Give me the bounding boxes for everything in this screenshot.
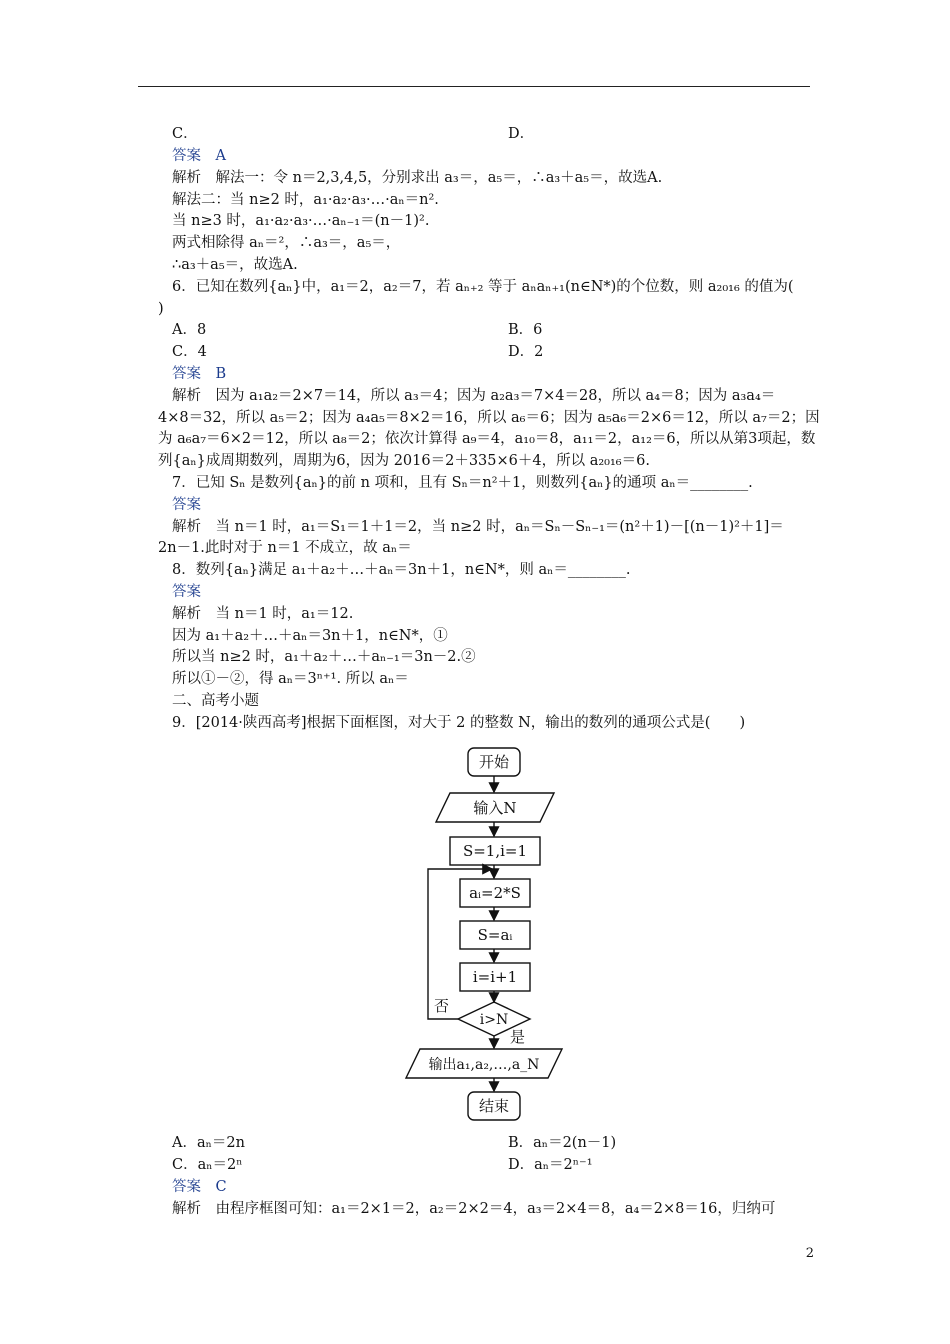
text-line: 解法二：当 n≥2 时，a₁·a₂·a₃·…·aₙ＝n². bbox=[172, 192, 439, 208]
text-line: 为 a₆a₇＝6×2＝12，所以 a₈＝2；依次计算得 a₉＝4，a₁₀＝8，a₁₁＝2，a₁₂＝6，所以从第3项起，数 bbox=[158, 431, 816, 447]
flowchart bbox=[398, 740, 588, 1130]
question-8: 8．数列{aₙ}满足 a₁＋a₂＋…＋aₙ＝3n＋1，n∈N*，则 aₙ＝________. bbox=[172, 562, 631, 578]
option-a: A．aₙ＝2n bbox=[172, 1135, 245, 1151]
text-line: 解析 当 n＝1 时，a₁＝12. bbox=[172, 606, 354, 622]
option-c: C． bbox=[172, 126, 198, 142]
flow-step2-label: S=aᵢ bbox=[477, 926, 513, 944]
flow-start-label: 开始 bbox=[478, 753, 510, 771]
option-d: D．aₙ＝2ⁿ⁻¹ bbox=[508, 1157, 593, 1173]
flow-yes-label: 是 bbox=[510, 1028, 526, 1046]
answer-label: 答案 C bbox=[172, 1179, 227, 1195]
flow-condition-label: i>N bbox=[479, 1012, 509, 1028]
option-d: D．2 bbox=[508, 344, 544, 360]
option-b: B．6 bbox=[508, 322, 543, 338]
option-a: A．8 bbox=[172, 322, 207, 338]
text-line: 解析 由程序框图可知：a₁＝2×1＝2，a₂＝2×2＝4，a₃＝2×4＝8，a₄＝2×8＝16，归纳可 bbox=[172, 1201, 776, 1217]
text-line: 2n－1.此时对于 n＝1 不成立，故 aₙ＝ bbox=[158, 540, 412, 556]
question-9: 9．[2014·陕西高考]根据下面框图，对大于 2 的整数 N，输出的数列的通项公式是( ) bbox=[172, 715, 746, 731]
answer-label: 答案 bbox=[172, 584, 201, 600]
flow-output-label: 输出a₁,a₂,…,a_N bbox=[428, 1057, 540, 1073]
text-line: 因为 a₁＋a₂＋…＋aₙ＝3n＋1，n∈N*，① bbox=[172, 628, 448, 644]
question-7: 7．已知 Sₙ 是数列{aₙ}的前 n 项和，且有 Sₙ＝n²＋1，则数列{aₙ}的通项 aₙ＝________. bbox=[172, 475, 753, 491]
flow-step3-label: i=i+1 bbox=[472, 968, 518, 986]
question-6-cont: ) bbox=[158, 301, 164, 317]
text-line: 所以①－②，得 aₙ＝3ⁿ⁺¹. 所以 aₙ＝ bbox=[172, 671, 409, 687]
section-heading: 二、高考小题 bbox=[172, 693, 259, 709]
flow-init-label: S=1,i=1 bbox=[462, 842, 528, 860]
answer-label: 答案 B bbox=[172, 366, 227, 382]
text-line: 列{aₙ}成周期数列，周期为6，因为 2016＝2＋335×6＋4，所以 a₂₀₁₆＝6. bbox=[158, 453, 650, 469]
text-line: 两式相除得 aₙ＝²，∴a₃＝，a₅＝， bbox=[172, 235, 401, 251]
header-rule bbox=[138, 86, 810, 87]
page-number: 2 bbox=[805, 1246, 814, 1261]
answer-label: 答案 bbox=[172, 497, 201, 513]
option-c: C．4 bbox=[172, 344, 207, 360]
option-d: D． bbox=[508, 126, 535, 142]
text-line: 解析 解法一：令 n＝2,3,4,5，分别求出 a₃＝，a₅＝，∴a₃＋a₅＝，故选A. bbox=[172, 170, 663, 186]
option-c: C．aₙ＝2ⁿ bbox=[172, 1157, 243, 1173]
answer-label: 答案 A bbox=[172, 148, 226, 164]
flow-end-label: 结束 bbox=[478, 1097, 510, 1115]
flow-input-label: 输入N bbox=[473, 799, 517, 817]
flow-step1-label: aᵢ=2*S bbox=[469, 884, 521, 902]
flow-no-label: 否 bbox=[434, 997, 450, 1015]
text-line: 4×8＝32，所以 a₅＝2；因为 a₄a₅＝8×2＝16，所以 a₆＝6；因为 a₅a₆＝2×6＝12，所以 a₇＝2；因 bbox=[158, 410, 820, 426]
option-b: B．aₙ＝2(n－1) bbox=[508, 1135, 617, 1151]
question-6: 6．已知在数列{aₙ}中，a₁＝2，a₂＝7，若 aₙ₊₂ 等于 aₙaₙ₊₁(n∈N*)的个位数，则 a₂₀₁₆ 的值为( bbox=[172, 279, 794, 295]
text-line: 当 n≥3 时，a₁·a₂·a₃·…·aₙ₋₁＝(n－1)². bbox=[172, 213, 430, 229]
text-line: 解析 当 n＝1 时，a₁＝S₁＝1＋1＝2，当 n≥2 时，aₙ＝Sₙ－Sₙ₋₁＝(n²＋1)－[(n－1)²＋1]＝ bbox=[172, 519, 784, 535]
text-line: 解析 因为 a₁a₂＝2×7＝14，所以 a₃＝4；因为 a₂a₃＝7×4＝28，所以 a₄＝8；因为 a₃a₄＝ bbox=[172, 388, 776, 404]
text-line: ∴a₃＋a₅＝，故选A. bbox=[172, 257, 298, 273]
text-line: 所以当 n≥2 时，a₁＋a₂＋…＋aₙ₋₁＝3n－2.② bbox=[172, 649, 476, 665]
